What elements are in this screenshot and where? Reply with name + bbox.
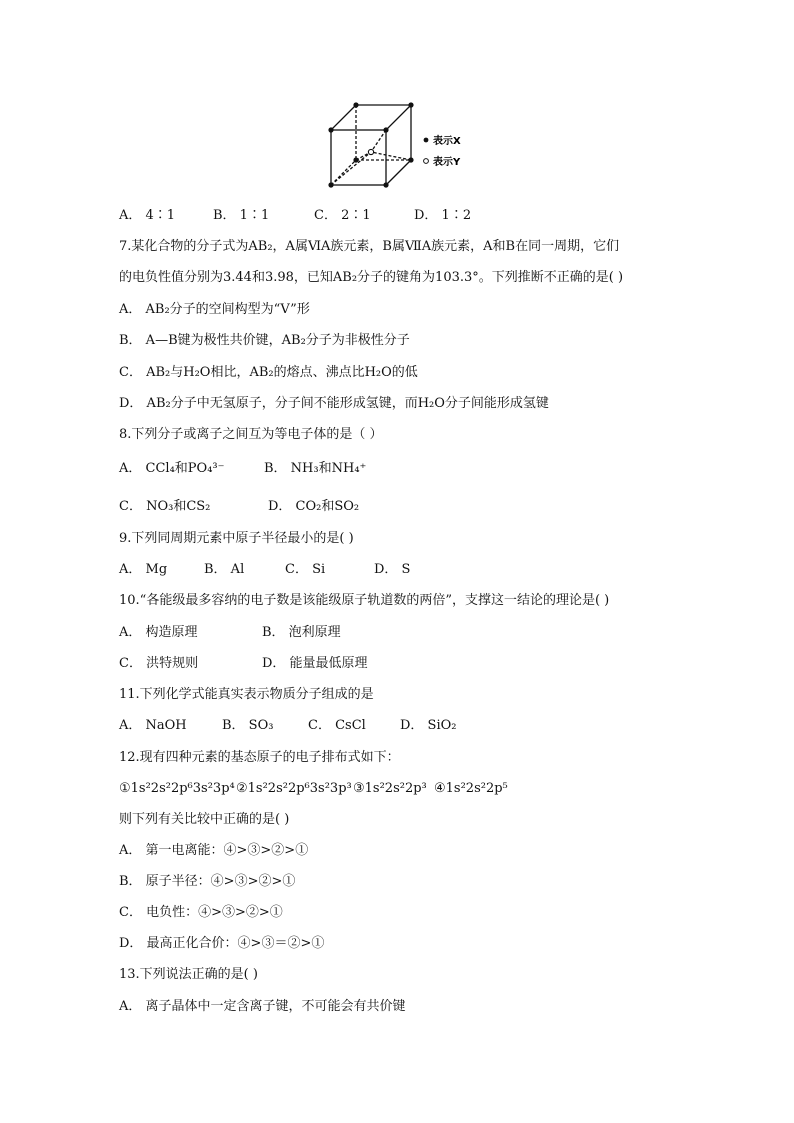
q9-stem: 9.下列同周期元素中原子半径最小的是( )	[119, 531, 354, 546]
q11-option-b: B． SO₃	[222, 718, 274, 733]
q6-option-a: A． 4∶1	[119, 208, 176, 223]
q12-option-a: A． 第一电离能：④>③>②>①	[119, 843, 309, 858]
atom-x	[328, 127, 333, 132]
q9-option-a: A． Mg	[119, 562, 168, 577]
atom-x	[353, 157, 358, 162]
legend-hollow-label: 表示Y	[433, 157, 461, 168]
q7-option-b: B． A—B键为极性共价键，AB₂分子为非极性分子	[119, 333, 410, 348]
q12-config-1: ①1s²2s²2p⁶3s²3p⁴	[119, 781, 235, 796]
q11-option-a: A． NaOH	[119, 718, 187, 733]
legend-filled-label: 表示X	[433, 136, 461, 147]
q9-option-d: D． S	[374, 562, 411, 577]
q10-option-c: C． 洪特规则	[119, 656, 199, 671]
q12-config-2: ②1s²2s²2p⁶3s²3p³	[236, 781, 352, 796]
q6-option-c: C． 2∶1	[314, 208, 371, 223]
q6-option-b: B． 1∶1	[213, 208, 270, 223]
q9-option-c: C． Si	[285, 562, 326, 577]
q13-option-a: A． 离子晶体中一定含离子键，不可能会有共价键	[119, 999, 406, 1014]
q7-stem-line2: 的电负性值分别为3.44和3.98，已知AB₂分子的键角为103.3°。下列推断不正确的是( )	[119, 270, 624, 285]
atom-x	[408, 157, 413, 162]
q7-stem-line1: 7.某化合物的分子式为AB₂，A属ⅥA族元素，B属ⅦA族元素，A和B在同一周期，它们	[119, 239, 620, 254]
q10-option-b: B． 泡利原理	[262, 625, 341, 640]
q12-option-d: D． 最高正化合价：④>③＝②>①	[119, 936, 325, 951]
q12-option-b: B． 原子半径：④>③>②>①	[119, 874, 296, 889]
q8-option-d: D． CO₂和SO₂	[268, 499, 360, 514]
q12-config-3: ③1s²2s²2p³	[353, 781, 427, 796]
unit-cell-figure	[325, 100, 485, 195]
atom-x	[383, 182, 388, 187]
q9-option-b: B． Al	[204, 562, 245, 577]
atom-x	[328, 182, 333, 187]
atom-x	[408, 102, 413, 107]
q11-option-c: C． CsCl	[308, 718, 366, 733]
q8-option-b: B． NH₃和NH₄⁺	[264, 461, 367, 476]
q10-option-d: D． 能量最低原理	[262, 656, 368, 671]
q7-option-a: A． AB₂分子的空间构型为“V”形	[119, 302, 310, 317]
q8-option-a: A． CCl₄和PO₄³⁻	[119, 461, 225, 476]
q10-stem: 10.“各能级最多容纳的电子数是该能级原子轨道数的两倍”，支撑这一结论的理论是( )	[119, 593, 610, 608]
atom-y	[368, 149, 373, 154]
q7-option-d: D． AB₂分子中无氢原子，分子间不能形成氢键，而H₂O分子间能形成氢键	[119, 396, 549, 411]
atom-x	[383, 127, 388, 132]
legend-hollow-dot	[424, 159, 429, 164]
q8-stem: 8.下列分子或离子之间互为等电子体的是（ ）	[119, 427, 383, 442]
q12-stem: 12.现有四种元素的基态原子的电子排布式如下：	[119, 750, 400, 765]
q10-option-a: A． 构造原理	[119, 625, 198, 640]
q7-option-c: C． AB₂与H₂O相比，AB₂的熔点、沸点比H₂O的低	[119, 365, 418, 380]
legend-filled-dot	[424, 138, 429, 143]
q6-option-d: D． 1∶2	[414, 208, 472, 223]
atom-x	[353, 102, 358, 107]
q12-option-c: C． 电负性：④>③>②>①	[119, 905, 283, 920]
q12-config-4: ④1s²2s²2p⁵	[434, 781, 508, 796]
q13-stem: 13.下列说法正确的是( )	[119, 967, 258, 982]
q11-option-d: D． SiO₂	[400, 718, 457, 733]
q11-stem: 11.下列化学式能真实表示物质分子组成的是	[119, 687, 374, 702]
q8-option-c: C． NO₃和CS₂	[119, 499, 211, 514]
q12-question: 则下列有关比较中正确的是( )	[119, 812, 290, 827]
